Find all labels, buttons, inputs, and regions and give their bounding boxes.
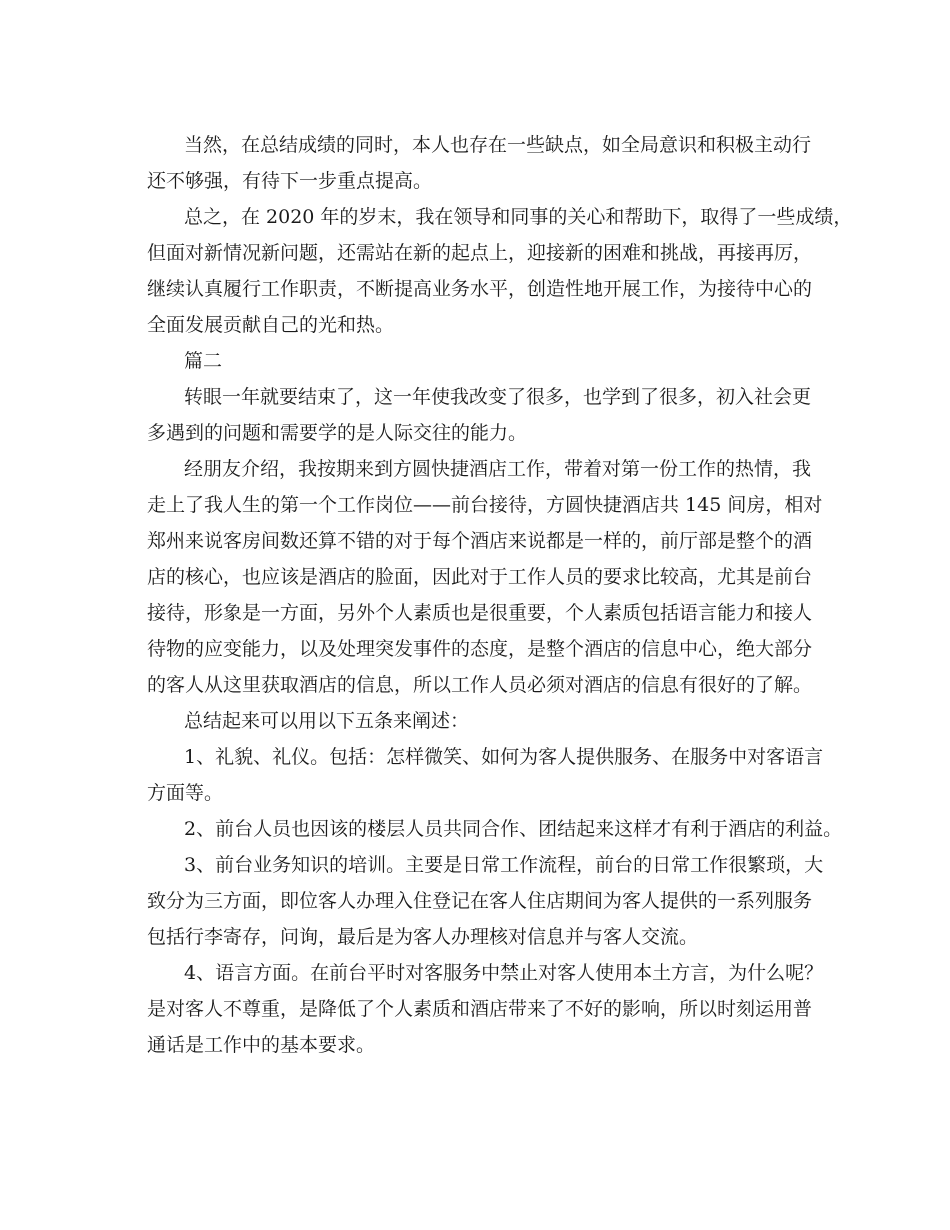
paragraph-line: 当然，在总结成绩的同时，本人也存在一些缺点，如全局意识和积极主动行 [184, 134, 812, 156]
list-item-line: 通话是工作中的基本要求。 [147, 1034, 376, 1056]
paragraph-line: 但面对新情况新问题，还需站在新的起点上，迎接新的困难和挑战，再接再厉， [147, 242, 813, 264]
paragraph-line: 还不够强，有待下一步重点提高。 [147, 170, 433, 192]
paragraph-line: 待物的应变能力，以及处理突发事件的态度，是整个酒店的信息中心，绝大部分 [147, 638, 813, 660]
paragraph-line: 继续认真履行工作职责，不断提高业务水平，创造性地开展工作，为接待中心的 [147, 278, 813, 300]
list-item-line: 3、前台业务知识的培训。主要是日常工作流程，前台的日常工作很繁琐，大 [184, 854, 824, 876]
paragraph-line: 转眼一年就要结束了，这一年使我改变了很多，也学到了很多，初入社会更 [184, 386, 812, 408]
paragraph-line: 全面发展贡献自己的光和热。 [147, 314, 395, 336]
paragraph-line: 走上了我人生的第一个工作岗位——前台接待，方圆快捷酒店共 145 间房，相对 [147, 494, 823, 516]
list-item-line: 致分为三方面，即位客人办理入住登记在客人住店期间为客人提供的一系列服务 [147, 890, 813, 912]
document-body [147, 127, 853, 1063]
paragraph-line: 经朋友介绍，我按期来到方圆快捷酒店工作，带着对第一份工作的热情，我 [184, 458, 812, 480]
list-item-line: 4、语言方面。在前台平时对客服务中禁止对客人使用本土方言，为什么呢？ [184, 962, 824, 984]
paragraph-line: 郑州来说客房间数还算不错的对于每个酒店来说都是一样的，前厅部是整个的酒 [147, 530, 813, 552]
paragraph-line: 接待，形象是一方面，另外个人素质也是很重要，个人素质包括语言能力和接人 [147, 602, 813, 624]
paragraph-line: 总结起来可以用以下五条来阐述： [184, 710, 470, 732]
paragraph-line: 总之，在 2020 年的岁末，我在领导和同事的关心和帮助下，取得了一些成绩， [184, 206, 853, 228]
list-item-line: 2、前台人员也因该的楼层人员共同合作、团结起来这样才有利于酒店的利益。 [184, 818, 843, 840]
list-item-line: 包括行李寄存，问询，最后是为客人办理核对信息并与客人交流。 [147, 926, 699, 948]
list-item-line: 1、礼貌、礼仪。包括：怎样微笑、如何为客人提供服务、在服务中对客语言 [184, 746, 824, 768]
list-item-line: 是对客人不尊重，是降低了个人素质和酒店带来了不好的影响，所以时刻运用普 [147, 998, 813, 1020]
paragraph-line: 店的核心，也应该是酒店的脸面，因此对于工作人员的要求比较高，尤其是前台 [147, 566, 813, 588]
paragraph-line: 的客人从这里获取酒店的信息，所以工作人员必须对酒店的信息有很好的了解。 [147, 674, 813, 696]
paragraph-line: 多遇到的问题和需要学的是人际交往的能力。 [147, 422, 528, 444]
section-heading: 篇二 [184, 350, 223, 372]
list-item-line: 方面等。 [147, 782, 224, 804]
